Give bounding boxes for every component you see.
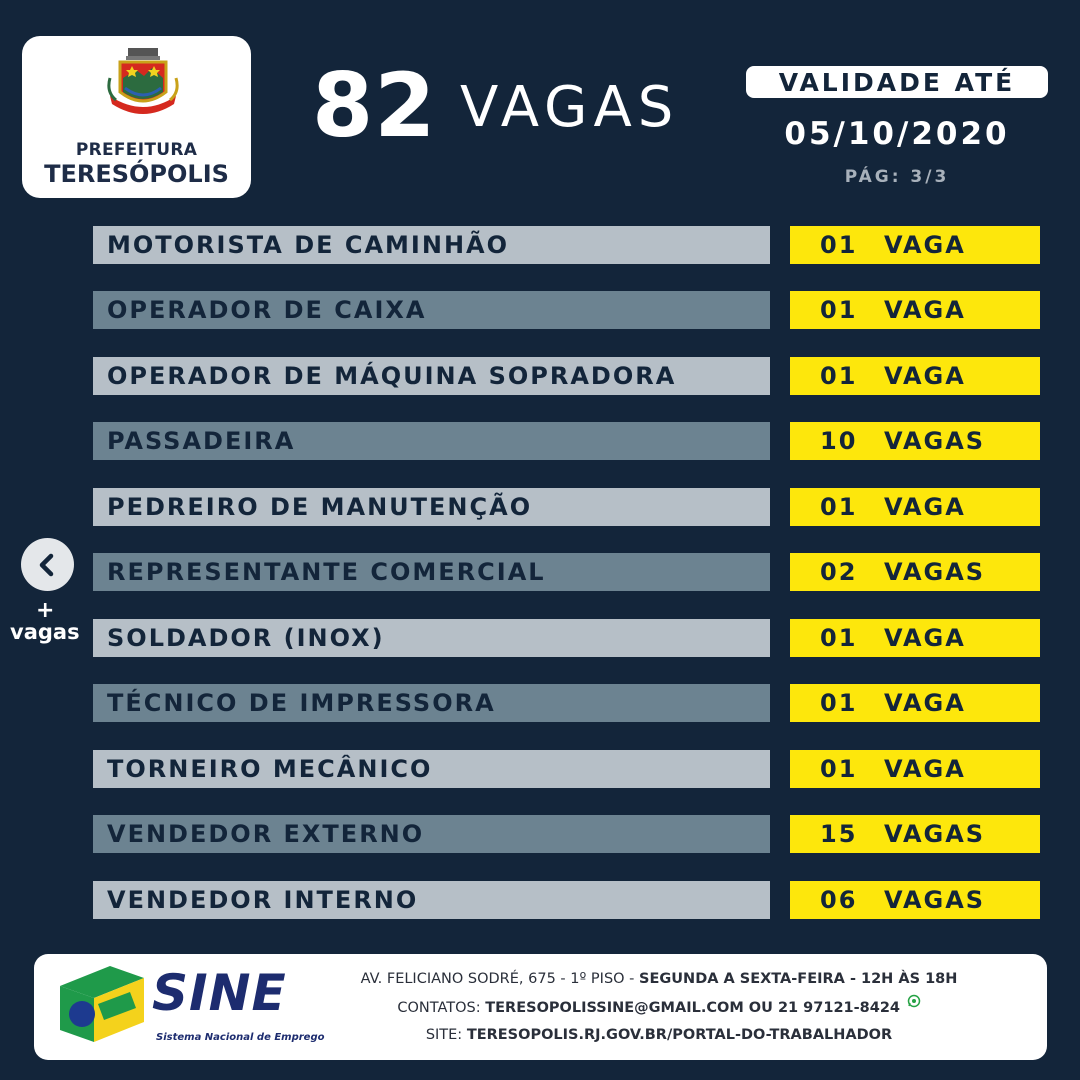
job-count-badge <box>790 684 1040 722</box>
job-count: 10 <box>820 427 858 455</box>
job-title: TORNEIRO MECÂNICO <box>93 750 770 788</box>
job-row <box>93 881 1041 919</box>
page-indicator: PÁG: 3/3 <box>844 167 950 187</box>
footer-contacts-line <box>274 1000 1044 1016</box>
job-count-unit: VAGA <box>884 296 966 324</box>
job-count-unit: VAGA <box>884 624 966 652</box>
job-count-unit: VAGAS <box>884 886 986 914</box>
footer-site-link[interactable]: TERESOPOLIS.RJ.GOV.BR/PORTAL-DO-TRABALHADOR <box>466 1027 893 1043</box>
coat-of-arms-icon <box>106 48 180 120</box>
chevron-left-icon <box>35 552 61 578</box>
job-count-unit: VAGA <box>884 689 966 717</box>
job-count-badge <box>790 881 1040 919</box>
job-row <box>93 291 1041 329</box>
validity-date: 05/10/2020 <box>784 116 1010 152</box>
validity-label: VALIDADE ATÉ <box>746 66 1048 98</box>
job-row <box>93 422 1041 460</box>
prefeitura-logo-card <box>22 36 251 198</box>
job-count: 01 <box>820 362 858 390</box>
job-title: OPERADOR DE CAIXA <box>93 291 770 329</box>
job-count-badge <box>790 488 1040 526</box>
job-count-unit: VAGA <box>884 755 966 783</box>
job-title: TÉCNICO DE IMPRESSORA <box>93 684 770 722</box>
job-row <box>93 750 1041 788</box>
job-row <box>93 226 1041 264</box>
job-title: MOTORISTA DE CAMINHÃO <box>93 226 770 264</box>
previous-page-button[interactable] <box>21 538 74 591</box>
job-count: 01 <box>820 493 858 521</box>
footer-contacts[interactable]: TERESOPOLISSINE@GMAIL.COM OU 21 97121-8424 <box>485 1000 900 1016</box>
job-count-unit: VAGA <box>884 493 966 521</box>
job-count: 01 <box>820 231 858 259</box>
footer-address-line <box>274 971 1044 987</box>
job-count-badge <box>790 226 1040 264</box>
logo-line1: PREFEITURA <box>75 140 198 160</box>
job-title: SOLDADOR (INOX) <box>93 619 770 657</box>
job-title: VENDEDOR INTERNO <box>93 881 770 919</box>
job-row <box>93 619 1041 657</box>
job-count-badge <box>790 291 1040 329</box>
job-title: REPRESENTANTE COMERCIAL <box>93 553 770 591</box>
job-count: 01 <box>820 296 858 324</box>
job-count-badge <box>790 422 1040 460</box>
job-title: VENDEDOR EXTERNO <box>93 815 770 853</box>
job-count: 01 <box>820 755 858 783</box>
footer-site-label: SITE: <box>425 1027 463 1043</box>
job-row <box>93 357 1041 395</box>
whatsapp-icon <box>907 994 921 1008</box>
brazil-flag-icon <box>60 964 144 1042</box>
job-title: PASSADEIRA <box>93 422 770 460</box>
footer-address: AV. FELICIANO SODRÉ, 675 - 1º PISO - <box>360 971 635 987</box>
job-count: 02 <box>820 558 858 586</box>
footer-contacts-label: CONTATOS: <box>397 1000 481 1016</box>
logo-line2: TERESÓPOLIS <box>44 160 229 188</box>
job-count: 01 <box>820 689 858 717</box>
more-vacancies-label: vagas <box>10 620 80 644</box>
job-count-badge <box>790 553 1040 591</box>
footer-site-line <box>274 1027 1044 1043</box>
job-count: 01 <box>820 624 858 652</box>
job-count-badge <box>790 357 1040 395</box>
footer-hours: SEGUNDA A SEXTA-FEIRA - 12H ÀS 18H <box>639 971 958 987</box>
job-count-unit: VAGAS <box>884 558 986 586</box>
job-count-unit: VAGAS <box>884 820 986 848</box>
footer-card <box>34 954 1047 1060</box>
job-count-unit: VAGA <box>884 362 966 390</box>
job-count-badge <box>790 815 1040 853</box>
more-vacancies-plus: + <box>36 598 55 623</box>
job-count-unit: VAGA <box>884 231 966 259</box>
total-vacancies-count: 82 <box>312 54 437 157</box>
job-row <box>93 815 1041 853</box>
job-row <box>93 488 1041 526</box>
job-count: 15 <box>820 820 858 848</box>
job-count-unit: VAGAS <box>884 427 986 455</box>
sine-logo: SINE <box>152 964 287 1022</box>
sine-logo-subtitle: Sistema Nacional de Emprego <box>156 1032 325 1043</box>
job-row <box>93 553 1041 591</box>
job-title: PEDREIRO DE MANUTENÇÃO <box>93 488 770 526</box>
job-row <box>93 684 1041 722</box>
job-title: OPERADOR DE MÁQUINA SOPRADORA <box>93 357 770 395</box>
job-count: 06 <box>820 886 858 914</box>
total-vacancies-label: VAGAS <box>460 75 680 140</box>
job-count-badge <box>790 750 1040 788</box>
job-count-badge <box>790 619 1040 657</box>
